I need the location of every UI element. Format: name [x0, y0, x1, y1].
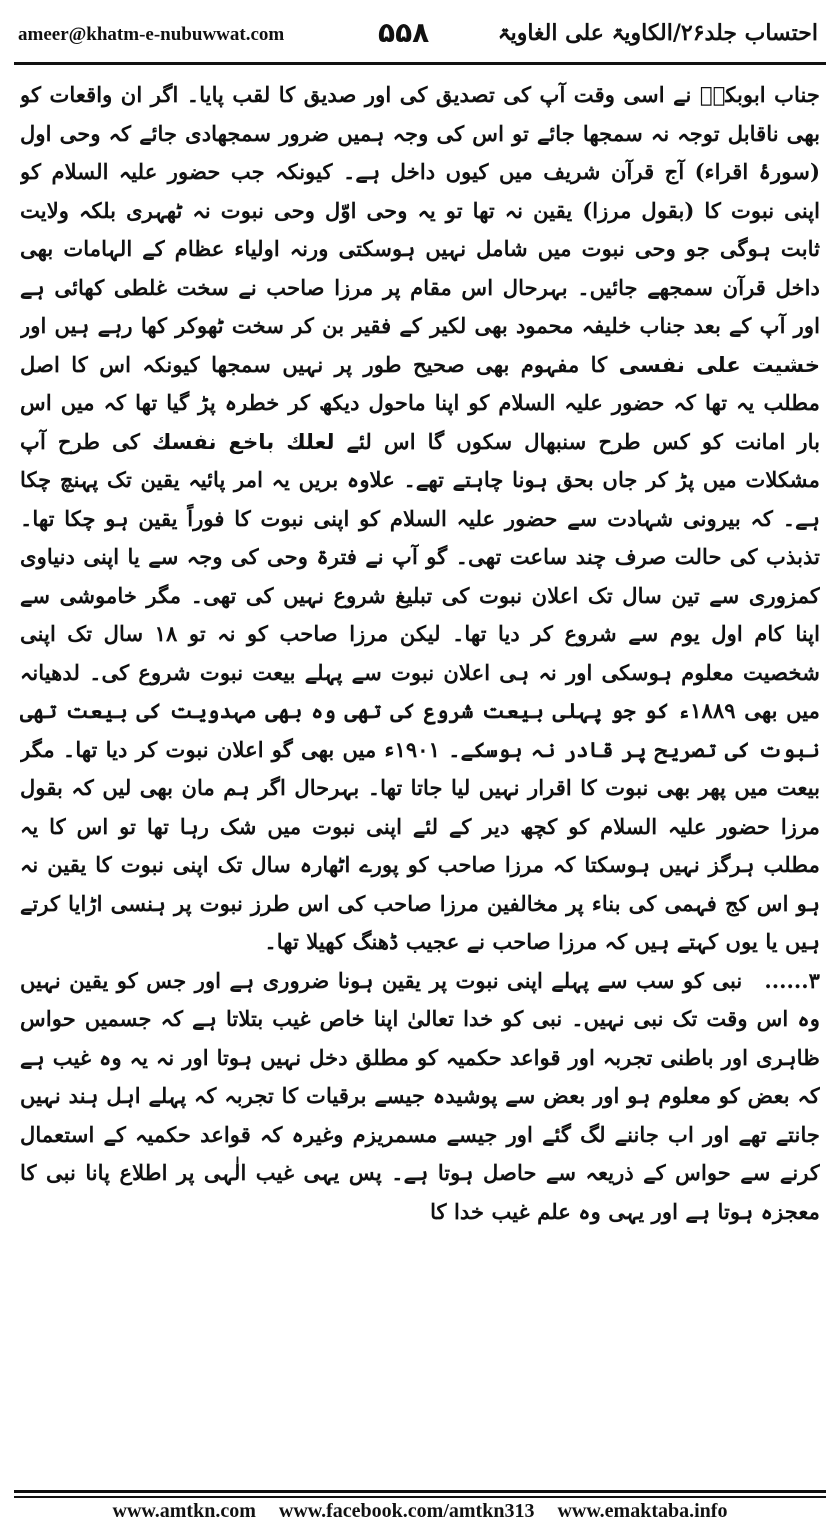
- paragraph-1: [20, 76, 820, 962]
- arabic-quote-2: لعلك باخع نفسك: [151, 428, 335, 454]
- page-number: ۵۵۸: [378, 16, 430, 49]
- paragraph-1-text-a: جناب ابوبکرؓ نے اسی وقت آپ کی تصدیق کی اور صدیق کا لقب پایا۔ اگر ان واقعات کو بھی ناقابل توجہ نہ سمجھا جائے تو اس کی وجہ ہمیں ضرور سمجھادی جائے کہ وحی اول (سورۂ اقراء) آج قرآن شریف میں کیوں داخل ہے۔ کیونکہ جب حضور علیہ السلام کو اپنی نبوت کا (بقول مرزا) یقین نہ تھا تو یہ وحی اوّل وحی نبوت نہ ٹھہری بلکہ ولایت ثابت ہوگی جو وحی نبوت میں شامل نہیں ہوسکتی ورنہ اولیاء عظام کے الہامات بھی داخل قرآن سمجھے جائیں۔ بہرحال اس مقام پر مرزا صاحب نے سخت غلطی کھائی ہے اور آپ کے بعد جناب خلیفہ محمود بھی لکیر کے فقیر بن کر سخت ٹھوکر کھا رہے ہیں اور: [20, 82, 820, 338]
- paragraph-1-text-c: کی طرح آپ مشکلات میں پڑ کر جاں بحق ہونا چاہتے تھے۔ علاوہ بریں یہ امر پائیہ یقین تک پہنچ چکا ہے۔ کہ بیرونی شہادت سے حضور علیہ السلام کو اپنی نبوت کا فوراً یقین ہو چکا تھا۔ تذبذب کی حالت صرف چند ساعت تھی۔ گو آپ نے فترۃ وحی کی وجہ سے یا اپنی دنیاوی کمزوری سے تین سال تک اعلان نبوت کی تبلیغ شروع نہیں کی تھی۔ مگر خاموشی سے اپنا کام اول یوم سے شروع کر دیا تھا۔ لیکن مرزا صاحب کو نہ تو ۱۸ سال تک اپنی شخصیت معلوم ہوسکی اور نہ ہی اعلان نبوت سے پہلے بیعت نبوت شروع کی۔ لدھیانہ میں بھی ۱۸۸۹ء کو جو پہلی بیعت شروع کی تھی وہ بھی مہدویت کی بیعت تھی نبوت کی تصریح پر قادر نہ ہوسکے۔ ۱۹۰۱ء میں بھی گو اعلان نبوت کر دیا تھا۔ مگر بیعت میں پھر بھی نبوت کا اقرار نہیں لیا جاتا تھا۔ بہرحال اگر ہم مان بھی لیں کہ بقول مرزا حضور علیہ السلام کو کچھ دیر کے لئے اپنی نبوت میں شک رہا تھا تو اس کا یہ مطلب ہرگز نہیں ہوسکتا کہ مرزا صاحب کو پورے اٹھارہ سال تک اپنی نبوت کا یقین نہ ہو اس کج فہمی کی بناء پر مخالفین مرزا صاحب کی اس طرز نبوت پر ہنسی اڑایا کرتے ہیں یا یوں کہتے ہیں کہ مرزا صاحب نے عجیب ڈھنگ کھیلا تھا۔: [20, 428, 820, 954]
- footer-link-emaktaba[interactable]: www.emaktaba.info: [557, 1500, 728, 1522]
- footer-divider-thick: [14, 1490, 826, 1493]
- book-title: احتساب جلد۲۶/الکاویۃ علی الغاویۃ: [497, 20, 818, 46]
- footer-link-amtkn[interactable]: www.amtkn.com: [112, 1500, 256, 1522]
- paragraph-2-text: نبی کو سب سے پہلے اپنی نبوت پر یقین ہونا ضروری ہے اور جس کو یقین نہیں وہ اس وقت تک نبی نہیں۔ نبی کو خدا تعالیٰ اپنا خاص غیب بتلاتا ہے کہ جسمیں حواس ظاہری اور باطنی تجربہ اور قواعد حکمیہ کو مطلق دخل نہیں ہوتا اور نہ یہ وہ غیب ہے کہ بعض کو معلوم ہو اور بعض سے پوشیدہ جیسے برقیات کا تجربہ کہ پہلے اہل ہند نہیں جانتے تھے اور اب جاننے لگ گئے اور جیسے مسمریزم وغیرہ کہ قواعد حکمیہ کے استعمال کرنے سے حواس کے ذریعہ سے حاصل ہوتا ہے۔ پس یہی غیب الٰہی پر اطلاع پانا نبی کا معجزہ ہوتا ہے اور یہی وہ علم غیب خدا کا: [20, 967, 820, 1224]
- arabic-quote-1: خشیت علی نفسی: [618, 351, 820, 377]
- header-divider: [14, 62, 826, 65]
- page-footer: [0, 1500, 840, 1523]
- point-number: ۳......: [764, 967, 820, 993]
- paragraph-2: [20, 962, 820, 1232]
- footer-link-facebook[interactable]: www.facebook.com/amtkn313: [278, 1500, 535, 1522]
- paragraph-1-text-b: کا مفہوم بھی صحیح طور پر نہیں سمجھا کیونکہ اس کا اصل مطلب یہ تھا کہ حضور علیہ السلام کو اپنا ماحول دیکھ کر خطرہ پڑ گیا تھا کہ میں اس بار امانت کو کس طرح سنبھال سکوں گا اس لئے: [20, 351, 820, 454]
- header-email: ameer@khatm-e-nubuwwat.com: [18, 24, 285, 45]
- page-header: [18, 14, 822, 62]
- page-body: [20, 76, 820, 1456]
- footer-divider-thin: [14, 1496, 826, 1498]
